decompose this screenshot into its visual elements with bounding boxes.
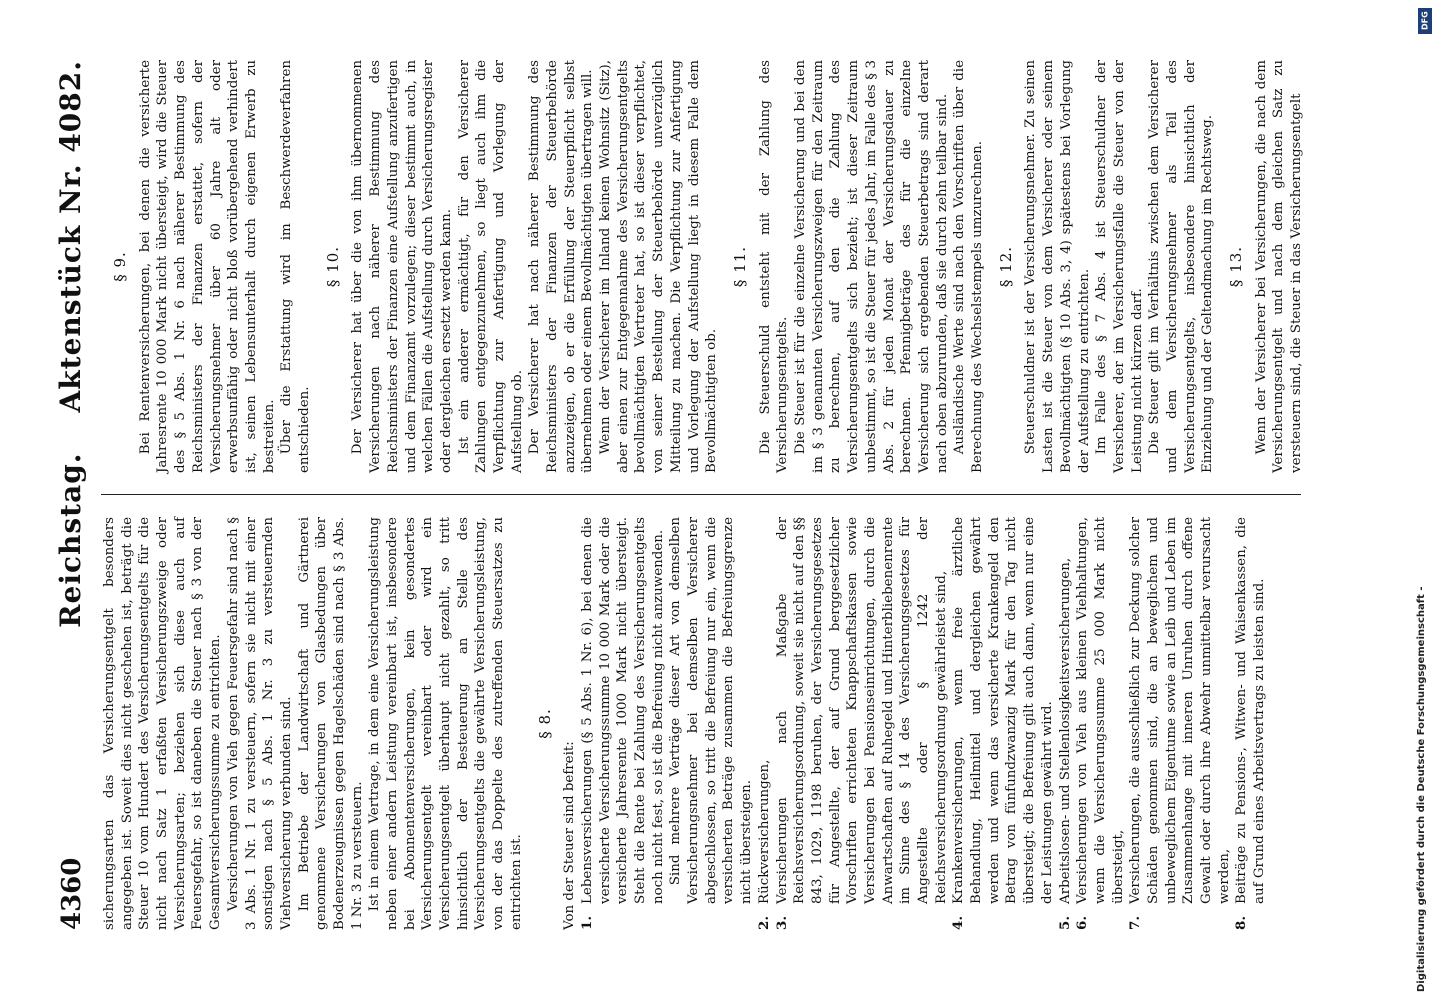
list-item-text: Lebensversicherungen (§ 5 Abs. 1 Nr. 6), bei denen die versicherte Versicherungssumme 10 000 Mark oder die versicherte Jahresrente 1000 Mark nicht übersteigt. Steht die Rente bei Zahlung des Versicherungsentgelts noch nicht fest, so ist die Befreiung nicht anzuwenden.	[579, 517, 666, 904]
left-column	[101, 495, 1301, 930]
paragraph: Ist ein anderer ermächtigt, für den Versicherer Zahlungen entgegenzunehmen, so liegt auch ihm die Verpflichtung zur Anfertigung und Vorlegung der Aufstellung ob.	[456, 60, 525, 473]
list-item-text: Versicherungen von Vieh aus kleinen Viehhaltungen, wenn die Versicherungssumme 25 000 Mark nicht übersteigt,	[1075, 517, 1126, 904]
section-intro: Von der Steuer sind befreit:	[562, 741, 578, 930]
paragraph: Die Steuerschuld entsteht mit der Zahlung des Versicherungsentgelts.	[757, 60, 791, 473]
list-item	[1057, 517, 1075, 930]
list-item-text: Versicherungen nach Maßgabe der Reichsversicherungsordnung, soweit sie nicht auf den §§ 843, 1029, 1198 beruhen, der Versicherungsgesetzes für Angestellte, der auf Grund berggesetzlicher Vorschriften errichteten Knappschaftskassen sowie Versicherungen bei Pensionseinrichtungen, durch die Anwartschaften auf Ruhegeld und Hinterbliebenenrente im Sinne des § 14 des Versicherungsgesetzes für Angestellte oder § 1242 der Reichsversicherungsordnung gewährleistet sind,	[774, 517, 949, 904]
credit-text: Digitalisierung gefördert durch die Deutsche Forschungsgemeinschaft -	[1416, 586, 1427, 992]
list-item-number: 5.	[1056, 916, 1073, 930]
paragraph: Wenn der Versicherer bei Versicherungen, die nach dem Versicherungsentgelt und nach dem gleichen Satz zu versteuern sind, die Steuer in das Versicherungsentgelt	[1253, 60, 1305, 473]
header-parliament: Reichstag.	[54, 452, 87, 628]
list-item-number: 6.	[1074, 916, 1091, 930]
paragraph: Ist in einem Vertrage, in dem eine Versicherungsleistung neben einer andern Leistung vereinbart ist, insbesondere bei Abonnentenversicherungen, kein gesondertes Versicherungsentgelt vereinbart oder wird ein Versicherungsentgelt überhaupt nicht gezahlt, so tritt hinsichtlich der Besteuerung an Stelle des Versicherungsentgelts die gewährte Versicherungsleistung, von der das Doppelte des zutreffenden Steuersatzes zu entrichten ist.	[367, 517, 524, 930]
list-item-text: Versicherungen, die ausschließlich zur Deckung solcher Schäden genommen sind, die an beweglichem und unbeweglichem Eigentume sowie an Leib und Leben im Zusammenhange mit inneren Unruhen durch offene Gewalt oder durch ihre Abwehr unmittelbar verursacht werden,	[1128, 517, 1232, 904]
list-item	[579, 517, 667, 930]
paragraph: Bei Rentenversicherungen, bei denen die versicherte Jahresrente 10 000 Mark nicht übersteigt, wird die Steuer des § 5 Abs. 1 Nr. 6 nach näherer Bestimmung des Reichsministers der Finanzen erstattet, sofern der Versicherungsnehmer über 60 Jahre alt oder erwerbsunfähig oder nicht bloß vorübergehend verhindert ist, seinen Lebensunterhalt durch eigenen Erwerb zu bestreiten.	[137, 60, 277, 473]
list-item	[756, 517, 774, 930]
section-heading: § 13.	[1227, 245, 1245, 288]
section-heading: § 10.	[323, 245, 342, 288]
list-item-number: 7.	[1127, 916, 1144, 930]
section-heading: § 11.	[730, 245, 749, 288]
paragraph: sicherungsarten das Versicherungsentgelt besonders angegeben ist. Soweit dies nicht geschehen ist, beträgt die Steuer 10 vom Hundert des Versicherungsentgelts für die nicht nach Satz 1 erfaßten Versicherungszweige oder Versicherungsarten; beziehen sich diese auch auf Feuersgefahr, so ist daneben die Steuer nach § 3 von der Gesamtversicherungssumme zu entrichten.	[102, 517, 224, 930]
list-item-text: Beiträge zu Pensions-, Witwen- und Waisenkassen, die auf Grund eines Arbeitsvertrags zu leisten sind.	[1234, 517, 1268, 904]
dfg-logo: DFG	[1418, 8, 1432, 34]
header-document: Aktenstück Nr. 4082.	[54, 60, 87, 413]
right-column	[101, 60, 1305, 495]
list-item-number: 3.	[773, 916, 790, 930]
list-item	[774, 517, 951, 930]
digitization-credit	[1414, 8, 1434, 992]
list-item-number: 4.	[950, 916, 967, 930]
list-item	[950, 517, 1056, 930]
paragraph: Versicherungen von Vieh gegen Feuersgefahr sind nach § 3 Abs. 1 Nr. 1 zu versteuern, sofern sie nicht mit einer sonstigen nach § 5 Abs. 1 Nr. 3 zu versteuernden Viehversicherung verbunden sind.	[225, 517, 294, 930]
section-heading: § 8.	[535, 708, 554, 739]
page-header	[54, 60, 87, 930]
paragraph: Der Versicherer hat nach näherer Bestimmung des Reichsministers der Finanzen der Steuerbehörde anzuzeigen, ob er die Erfüllung der Steuerpflicht selbst übernehmen oder einem Bevollmächtigten übertragen will.	[527, 60, 596, 473]
paragraph: Die Steuer ist für die einzelne Versicherung und bei den im § 3 genannten Versicherungszweigen für den Zeitraum zu berechnen, auf den die Zahlung des Versicherungsentgelts sich bezieht; ist dieser Zeitraum unbestimmt, so ist die Steuer für jedes Jahr, im Falle des § 3 Abs. 2 für jeden Monat der Versicherungsdauer zu berechnen. Pfennigbeträge des für die einzelne Versicherung sich ergebenden Steuerbetrags sind derart nach oben abzurunden, daß sie durch zehn teilbar sind.	[793, 60, 950, 473]
list-item	[1127, 517, 1233, 930]
paragraph: Im Betriebe der Landwirtschaft und Gärtnerei genommene Versicherungen von Glasbedungen über Bodenerzeugnissen gegen Hagelschäden sind nach § 3 Abs. 1 Nr. 3 zu versteuern.	[296, 517, 365, 930]
paragraph: Wenn der Versicherer im Inland keinen Wohnsitz (Sitz), aber einen zur Entgegennahme des Versicherungsentgelts bevollmächtigten Vertreter hat, so ist dieser verpflichtet, von seiner Bestellung der Steuerbehörde unverzüglich Mitteilung zu machen. Die Verpflichtung zur Anfertigung und Vorlegung der Aufstellung liegt in diesem Falle dem Bevollmächtigten ob.	[598, 60, 720, 473]
paragraph: Der Versicherer hat über die von ihm übernommenen Versicherungen nach näherer Bestimmung des Reichsministers der Finanzen eine Aufstellung anzufertigen und dem Finanzamt vorzulegen; dieser bestimmt auch, in welchen Fällen die Aufstellung durch Versicherungsregister oder dergleichen ersetzt werden kann.	[350, 60, 454, 473]
list-item	[1233, 517, 1268, 930]
list-item-number: 1.	[578, 916, 595, 930]
list-item	[667, 517, 755, 930]
list-item-number: 2.	[755, 916, 772, 930]
section-heading: § 12.	[996, 245, 1015, 288]
list-item-number: 8.	[1233, 916, 1250, 930]
header-title	[54, 60, 87, 628]
paragraph: Ausländische Werte sind nach den Vorschriften über die Berechnung des Wechselstempels umzurechnen.	[952, 60, 985, 473]
list-item-number	[667, 904, 755, 930]
list-item-text: Rückversicherungen,	[756, 759, 772, 904]
paragraph: Steuerschuldner ist der Versicherungsnehmer. Zu seinen Lasten ist die Steuer von dem Versicherer oder seinem Bevollmächtigten (§ 10 Abs. 3, 4) spätestens bei Vorlegung der Aufstellung zu entrichten.	[1023, 60, 1092, 473]
list-item	[1074, 517, 1127, 930]
text-columns	[101, 60, 1305, 930]
section-heading: § 9.	[111, 251, 129, 282]
paragraph: Über die Erstattung wird im Beschwerdeverfahren entschieden.	[279, 60, 312, 473]
list-item-text: Krankenversicherungen, wenn freie ärztliche Behandlung, Heilmittel und dergleichen gewährt werden und wenn das versicherte Krankengeld den Betrag von fünfundzwanzig Mark für den Tag nicht übersteigt; die Befreiung gilt auch dann, wenn nur eine der Leistungen gewährt wird.	[951, 517, 1055, 904]
list-item-text: Arbeitslosen- und Stellenlosigkeitsversicherungen,	[1057, 557, 1073, 904]
column-divider	[101, 494, 1301, 495]
paragraph: Im Falle des § 7 Abs. 4 ist Steuerschuldner der Versicherer, der im Versicherungsfalle die Steuer von der Leistung nicht kürzen darf.	[1094, 60, 1145, 473]
paragraph: Die Steuer gilt im Verhältnis zwischen dem Versicherer und dem Versicherungsnehmer als Teil des Versicherungsentgelts, insbesondere hinsichtlich der Einziehung und der Geltendmachung im Rechtsweg.	[1147, 60, 1216, 473]
list-item-text: Sind mehrere Verträge dieser Art von demselben Versicherungsnehmer bei demselben Versicherer abgeschlossen, so tritt die Befreiung nur ein, wenn die versicherten Beträge zusammen die Befreiungsgrenze nicht übersteigen.	[668, 517, 755, 904]
page-number: 4360	[57, 857, 87, 930]
